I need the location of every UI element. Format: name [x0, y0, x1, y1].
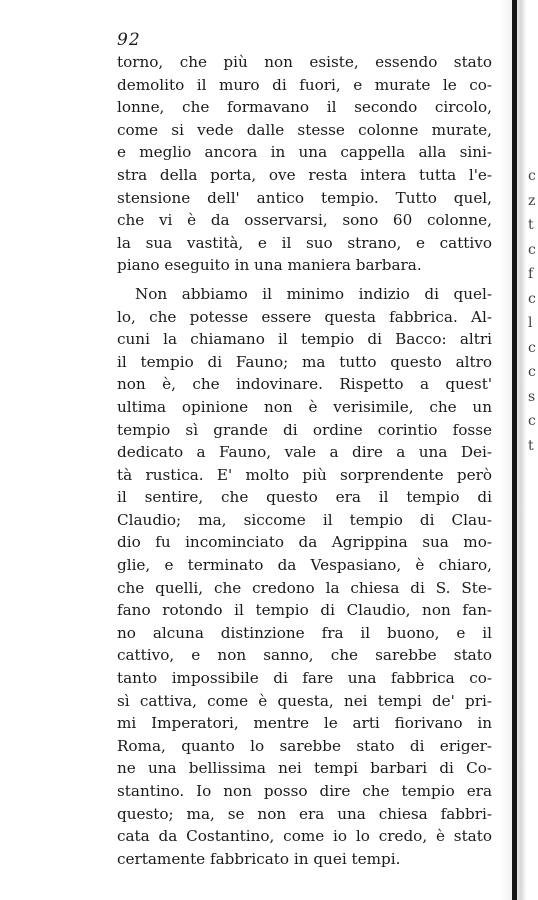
text-line: mi Imperatori, mentre le arti fiorivano in — [117, 714, 492, 733]
text-line: non è, che indovinare. Rispetto a quest' — [117, 375, 492, 394]
facing-page-letter: f — [528, 266, 534, 282]
facing-page-edge — [528, 164, 538, 458]
facing-page-letter: c — [528, 339, 536, 356]
text-line: e meglio ancora in una cappella alla sini- — [117, 143, 492, 162]
text-line: dedicato a Fauno, vale a dire a una Dei- — [117, 443, 492, 462]
paragraph-first-line: Non abbiamo il minimo indizio di quel- — [135, 284, 492, 303]
facing-page-letter: s — [528, 388, 536, 405]
text-line: lonne, che formavano il secondo circolo, — [117, 98, 492, 117]
facing-page-letter: c — [528, 168, 536, 184]
text-line: glie, e terminato da Vespasiano, è chiaro, — [117, 556, 492, 575]
text-line: stantino. Io non posso dire che tempio era — [117, 782, 492, 800]
text-line: no alcuna distinzione fra il buono, e il — [117, 623, 492, 642]
text-line: ne una bellissima nei tempi barbari di Co- — [117, 759, 492, 778]
text-line: il tempio di Fauno; ma tutto questo altro — [117, 352, 492, 371]
text-line: piano eseguito in una maniera barbara. — [117, 256, 422, 275]
text-line: Roma, quanto lo sarebbe stato di eriger- — [117, 736, 492, 755]
text-line: tanto impossibile di fare una fabbrica co- — [117, 669, 492, 688]
facing-page-letter: t — [528, 437, 534, 454]
text-line: certamente fabbricato in quei tempi. — [117, 849, 401, 868]
text-line: che vi è da osservarsi, sono 60 colonne, — [117, 211, 492, 230]
text-line: ultima opinione non è verisimile, che un — [117, 397, 492, 416]
text-line: cuni la chiamano il tempio di Bacco: altri — [117, 330, 492, 349]
text-line: la sua vastità, e il suo strano, e cattivo — [117, 233, 492, 252]
facing-page-letter: t — [528, 217, 534, 233]
text-line: stra della porta, ove resta intera tutta l'e- — [117, 165, 492, 184]
text-line: cattivo, e non sanno, che sarebbe stato — [117, 646, 492, 665]
text-line: fano rotondo il tempio di Claudio, non fan- — [117, 601, 492, 620]
body-text — [117, 51, 492, 870]
text-line: demolito il muro di fuori, e murate le co- — [117, 75, 492, 94]
text-line: che quelli, che credono la chiesa di S. Ste- — [117, 578, 492, 597]
page-number: 92 — [117, 30, 141, 50]
facing-page-letter: c — [528, 290, 536, 307]
text-line: tempio sì grande di ordine corintio fosse — [117, 420, 492, 439]
text-line: cata da Costantino, come io lo credo, è stato — [117, 827, 492, 846]
text-line: come si vede dalle stesse colonne murate, — [117, 120, 492, 139]
text-line: dio fu incominciato da Agrippina sua mo- — [117, 533, 492, 552]
text-line: Claudio; ma, siccome il tempio di Clau- — [117, 510, 492, 529]
text-line: lo, che potesse essere questa fabbrica. Al- — [117, 307, 492, 326]
facing-page-letter: c — [528, 241, 536, 258]
text-line: questo; ma, se non era una chiesa fabbri- — [117, 804, 492, 823]
facing-page-letter: c — [528, 413, 536, 429]
text-line: sì cattiva, come è questa, nei tempi de' pri- — [117, 691, 492, 710]
text-line: torno, che più non esiste, essendo stato — [117, 53, 492, 71]
book-fold-line — [512, 0, 517, 900]
facing-page-letter: c — [528, 364, 536, 380]
text-line: il sentire, che questo era il tempio di — [117, 488, 492, 507]
facing-page-letter: z — [528, 192, 536, 209]
text-line: tà rustica. E' molto più sorprendente però — [117, 465, 492, 484]
facing-page-letter: l — [528, 315, 533, 331]
text-line: stensione dell' antico tempio. Tutto quel, — [117, 188, 492, 207]
